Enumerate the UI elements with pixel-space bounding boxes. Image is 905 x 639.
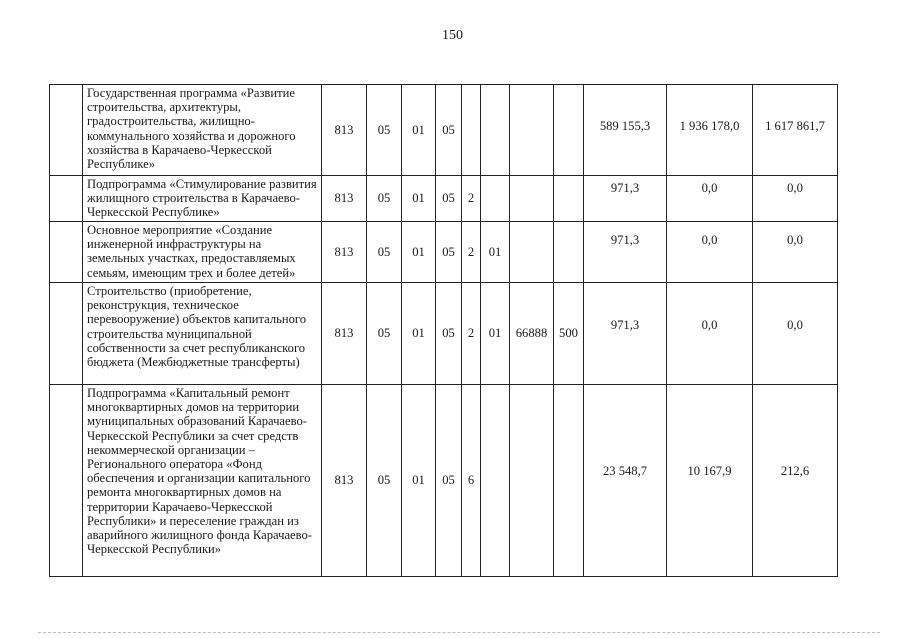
amount-year3-cell: 0,0 [753, 283, 838, 385]
direction-cell [510, 385, 554, 577]
amount-year1-cell: 589 155,3 [584, 85, 667, 176]
program-cell: 05 [436, 222, 462, 283]
amount-year3-cell: 0,0 [753, 222, 838, 283]
scan-edge-divider [38, 632, 880, 633]
section-cell: 05 [367, 176, 402, 222]
program-cell: 05 [436, 85, 462, 176]
event-cell [481, 385, 510, 577]
name-cell: Подпрограмма «Стимулирование развития жилищного строительства в Карачаево-Черкесской Республике» [83, 176, 322, 222]
name-cell: Строительство (приобретение, реконструкция, техническое перевооружение) объектов капитального строительства муниципальной собственности за счет республиканского бюджета (Межбюджетные трансферты) [83, 283, 322, 385]
expense-type-cell [554, 176, 584, 222]
amount-year1-cell: 971,3 [584, 283, 667, 385]
budget-table [49, 84, 838, 577]
subsection-cell: 01 [402, 222, 436, 283]
amount-year3-cell: 1 617 861,7 [753, 85, 838, 176]
subprogram-cell [462, 85, 481, 176]
ministry-code-cell: 813 [322, 85, 367, 176]
expense-type-cell [554, 222, 584, 283]
amount-year1-cell: 971,3 [584, 176, 667, 222]
table-row [50, 85, 838, 176]
ministry-code-cell: 813 [322, 176, 367, 222]
amount-year3-cell: 0,0 [753, 176, 838, 222]
ministry-code-cell: 813 [322, 222, 367, 283]
amount-year2-cell: 0,0 [667, 176, 753, 222]
amount-year2-cell: 10 167,9 [667, 385, 753, 577]
event-cell [481, 85, 510, 176]
ministry-code-cell: 813 [322, 385, 367, 577]
table-row [50, 283, 838, 385]
section-cell: 05 [367, 85, 402, 176]
table-row [50, 385, 838, 577]
subprogram-cell: 6 [462, 385, 481, 577]
amount-year2-cell: 1 936 178,0 [667, 85, 753, 176]
subprogram-cell: 2 [462, 283, 481, 385]
amount-year2-cell: 0,0 [667, 222, 753, 283]
blank-cell [50, 385, 83, 577]
amount-year3-cell: 212,6 [753, 385, 838, 577]
direction-cell [510, 222, 554, 283]
direction-cell [510, 176, 554, 222]
name-cell: Подпрограмма «Капитальный ремонт многоквартирных домов на территории муниципальных образований Карачаево-Черкесской Республики за счет средств некоммерческой организации – Регионального оператора «Фонд обеспечения и организации капитального ремонта многоквартирных домов на территории Карачаево-Черкесской Республики» и переселение граждан из аварийного жилищного фонда Карачаево-Черкесской Республики» [83, 385, 322, 577]
table-row [50, 176, 838, 222]
amount-year2-cell: 0,0 [667, 283, 753, 385]
program-cell: 05 [436, 176, 462, 222]
blank-cell [50, 176, 83, 222]
event-cell [481, 176, 510, 222]
amount-year1-cell: 23 548,7 [584, 385, 667, 577]
event-cell: 01 [481, 222, 510, 283]
page-number: 150 [442, 28, 463, 43]
expense-type-cell [554, 385, 584, 577]
direction-cell: 66888 [510, 283, 554, 385]
subsection-cell: 01 [402, 385, 436, 577]
program-cell: 05 [436, 283, 462, 385]
name-cell: Основное мероприятие «Создание инженерной инфраструктуры на земельных участках, предоставляемых семьям, имеющим трех и более детей» [83, 222, 322, 283]
blank-cell [50, 222, 83, 283]
subsection-cell: 01 [402, 176, 436, 222]
amount-year1-cell: 971,3 [584, 222, 667, 283]
blank-cell [50, 283, 83, 385]
subprogram-cell: 2 [462, 222, 481, 283]
name-cell: Государственная программа «Развитие строительства, архитектуры, градостроительства, жилищно-коммунального хозяйства и дорожного хозяйства в Карачаево-Черкесской Республике» [83, 85, 322, 176]
section-cell: 05 [367, 222, 402, 283]
blank-cell [50, 85, 83, 176]
ministry-code-cell: 813 [322, 283, 367, 385]
expense-type-cell: 500 [554, 283, 584, 385]
subsection-cell: 01 [402, 283, 436, 385]
direction-cell [510, 85, 554, 176]
section-cell: 05 [367, 385, 402, 577]
expense-type-cell [554, 85, 584, 176]
table-row [50, 222, 838, 283]
subprogram-cell: 2 [462, 176, 481, 222]
event-cell: 01 [481, 283, 510, 385]
section-cell: 05 [367, 283, 402, 385]
program-cell: 05 [436, 385, 462, 577]
subsection-cell: 01 [402, 85, 436, 176]
